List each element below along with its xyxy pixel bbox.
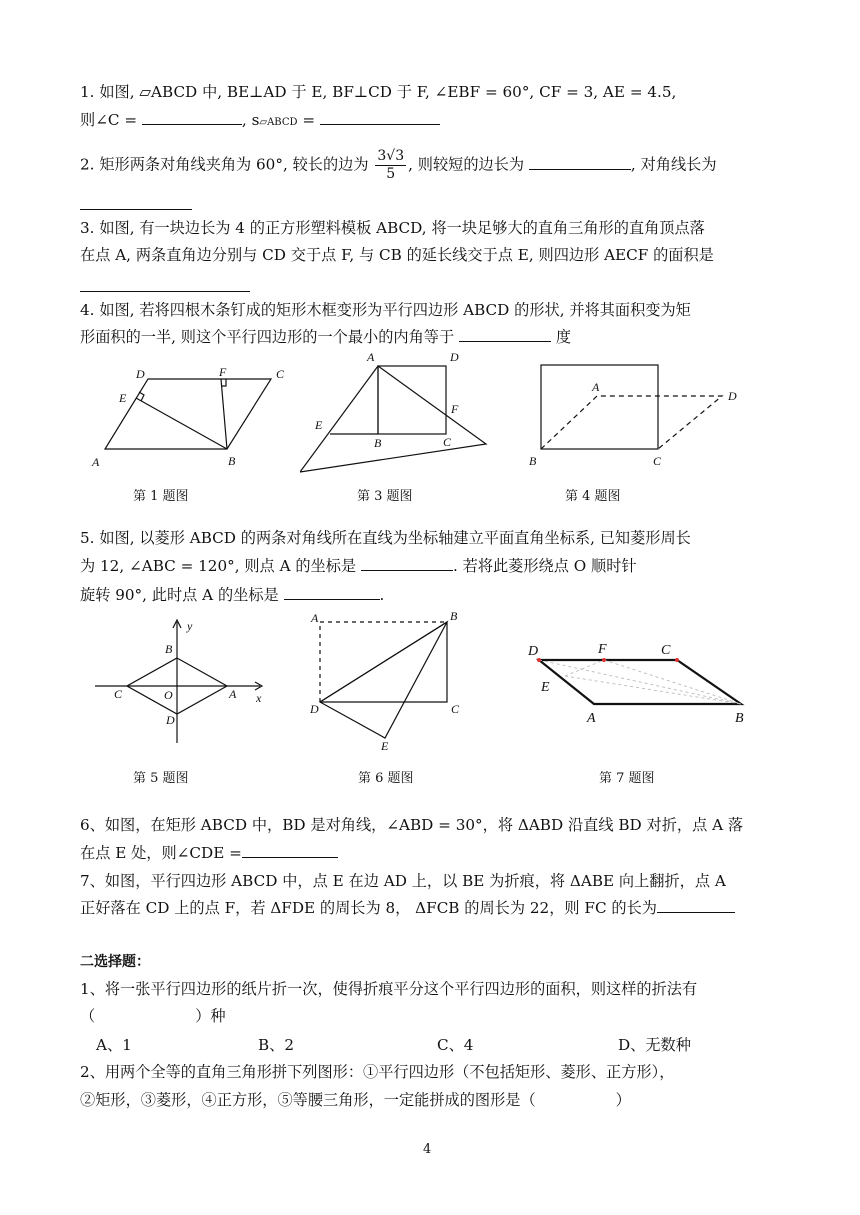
answer-blank[interactable] xyxy=(80,195,192,210)
fig6-label: A xyxy=(311,611,319,625)
q2-fraction xyxy=(375,148,406,183)
answer-blank[interactable] xyxy=(459,327,551,342)
q5-text-d: . xyxy=(379,586,385,604)
fig4-label: D xyxy=(728,389,737,403)
mc2-line2 xyxy=(80,1090,631,1110)
fig1-label: C xyxy=(276,367,285,381)
mc1-option-c[interactable]: C、4 xyxy=(437,1036,474,1054)
mc1-line1: 1、将一张平行四边形的纸片折一次，使得折痕平分这个平行四边形的面积，则这样的折法有 xyxy=(80,980,698,998)
caption-fig4: 第 4 题图 xyxy=(565,489,621,504)
mc1-option-a[interactable]: A、1 xyxy=(96,1036,132,1054)
fig1-label: B xyxy=(228,454,236,468)
answer-blank[interactable] xyxy=(657,898,735,913)
answer-blank[interactable] xyxy=(529,155,631,170)
q2-text-c: , 对角线长为 xyxy=(630,155,717,174)
mc1-paren-close: ）种 xyxy=(195,1007,226,1025)
fig5-label: D xyxy=(166,713,175,727)
figure-1 xyxy=(88,362,298,472)
q5-text-c: 旋转 90°, 此时点 A 的坐标是 xyxy=(80,586,279,604)
answer-blank[interactable] xyxy=(142,110,242,125)
q5-line2 xyxy=(80,556,637,576)
section-heading: 二选择题： xyxy=(80,954,150,970)
q4-text-b: 度 xyxy=(555,328,571,346)
mc2-text: ②矩形，③菱形，④正方形，⑤等腰三角形，一定能拼成的图形是（ xyxy=(80,1091,536,1109)
fig3-label: F xyxy=(451,402,459,416)
q7-line2 xyxy=(80,898,735,918)
q5-text-a: 为 12, ∠ABC = 120°, 则点 A 的坐标是 xyxy=(80,557,357,575)
q1-eq: = xyxy=(297,111,316,129)
mc1-line2 xyxy=(80,1006,226,1026)
fig4-label: A xyxy=(592,380,600,394)
fig1-label: E xyxy=(119,391,127,405)
fig4-label: B xyxy=(529,454,537,468)
fig5-label: A xyxy=(229,687,237,701)
caption-fig1: 第 1 题图 xyxy=(133,489,189,504)
fig3-label: B xyxy=(374,436,382,450)
fig1-label: D xyxy=(136,367,145,381)
fig7-label: B xyxy=(735,711,744,726)
figure-3 xyxy=(300,350,500,478)
caption-fig5: 第 5 题图 xyxy=(133,771,189,786)
mc1-option-d[interactable]: D、无数种 xyxy=(618,1036,691,1054)
fig5-label: C xyxy=(114,687,123,701)
answer-blank[interactable] xyxy=(320,110,440,125)
fig3-label: E xyxy=(315,418,323,432)
caption-fig3: 第 3 题图 xyxy=(357,489,413,504)
q1-area-sub: ▱ABCD xyxy=(259,117,298,128)
fig5-label: B xyxy=(165,642,173,656)
q2-frac-num: 3√3 xyxy=(377,148,405,164)
mc1-paren-open: （ xyxy=(80,1007,96,1025)
q6-text: 在点 E 处，则∠CDE = xyxy=(80,844,242,862)
mc2-line1: 2、用两个全等的直角三角形拼下列图形：①平行四边形（不包括矩形、菱形、正方形）， xyxy=(80,1063,675,1081)
q2-frac-den: 5 xyxy=(386,166,396,182)
q1-line1: 1. 如图, ▱ABCD 中, BE⊥AD 于 E, BF⊥CD 于 F, ∠EBF = 60°, CF = 3, AE = 4.5, xyxy=(80,83,677,101)
q3-line2: 在点 A, 两条直角边分别与 CD 交于点 F, 与 CB 的延长线交于点 E, 则四边形 AECF 的面积是 xyxy=(80,246,714,264)
q4-line2 xyxy=(80,327,571,347)
q2-text-b: , 则较短的边长为 xyxy=(408,155,525,174)
q1-area-label: , s xyxy=(241,111,260,129)
caption-fig6: 第 6 题图 xyxy=(358,771,414,786)
q5-line1: 5. 如图, 以菱形 ABCD 的两条对角线所在直线为坐标轴建立平面直角坐标系, 已知菱形周长 xyxy=(80,529,691,547)
fig6-label: D xyxy=(310,702,319,716)
fig6-label: B xyxy=(450,610,458,623)
fig7-label: D xyxy=(528,644,539,659)
fig5-label: O xyxy=(164,688,173,702)
fig6-label: C xyxy=(451,702,460,716)
q6-line1: 6、如图，在矩形 ABCD 中，BD 是对角线，∠ABD = 30°，将 ΔABD 沿直线 BD 对折，点 A 落 xyxy=(80,816,744,834)
answer-blank[interactable] xyxy=(242,843,338,858)
page-number: 4 xyxy=(423,1142,432,1157)
q7-line1: 7、如图，平行四边形 ABCD 中，点 E 在边 AD 上，以 BE 为折痕，将 ΔABE 向上翻折，点 A xyxy=(80,872,726,890)
fig1-label: F xyxy=(219,365,227,379)
fig1-label: A xyxy=(92,455,100,469)
q7-text: 正好落在 CD 上的点 F，若 ΔFDE 的周长为 8， ΔFCB 的周长为 22，则 FC 的长为 xyxy=(80,899,657,917)
answer-blank[interactable] xyxy=(361,556,453,571)
fig7-label: F xyxy=(598,642,607,657)
figure-7 xyxy=(520,636,760,731)
answer-blank[interactable] xyxy=(80,277,250,292)
q5-text-b: . 若将此菱形绕点 O 顺时针 xyxy=(452,557,637,575)
q2-text-a: 2. 矩形两条对角线夹角为 60°, 较长的边为 xyxy=(80,155,369,174)
mc2-paren-close: ） xyxy=(615,1091,631,1109)
q5-line3 xyxy=(80,585,384,605)
q1-angle-c: 则∠C = xyxy=(80,111,138,129)
fig3-label: D xyxy=(450,350,459,364)
fig3-label: C xyxy=(443,435,452,449)
q6-line2 xyxy=(80,843,338,863)
q2-line xyxy=(80,148,717,183)
q1-line2 xyxy=(80,110,440,133)
figure-5 xyxy=(95,618,275,746)
fig7-label: C xyxy=(661,643,671,658)
fig3-label: A xyxy=(367,350,375,364)
fig7-label: E xyxy=(541,680,550,695)
q4-text-a: 形面积的一半, 则这个平行四边形的一个最小的内角等于 xyxy=(80,328,455,346)
figure-4 xyxy=(525,360,745,472)
fig5-label: x xyxy=(256,691,262,705)
fig5-label: y xyxy=(187,619,193,633)
caption-fig7: 第 7 题图 xyxy=(599,771,655,786)
figure-6 xyxy=(305,610,475,755)
fig4-label: C xyxy=(653,454,662,468)
fig6-label: E xyxy=(381,739,389,753)
answer-blank[interactable] xyxy=(284,585,380,600)
q4-line1: 4. 如图, 若将四根木条钉成的矩形木框变形为平行四边形 ABCD 的形状, 并将其面积变为矩 xyxy=(80,301,691,319)
fig7-label: A xyxy=(587,711,596,726)
q3-line1: 3. 如图, 有一块边长为 4 的正方形塑料模板 ABCD, 将一块足够大的直角三角形的直角顶点落 xyxy=(80,219,705,237)
mc1-option-b[interactable]: B、2 xyxy=(258,1036,295,1054)
